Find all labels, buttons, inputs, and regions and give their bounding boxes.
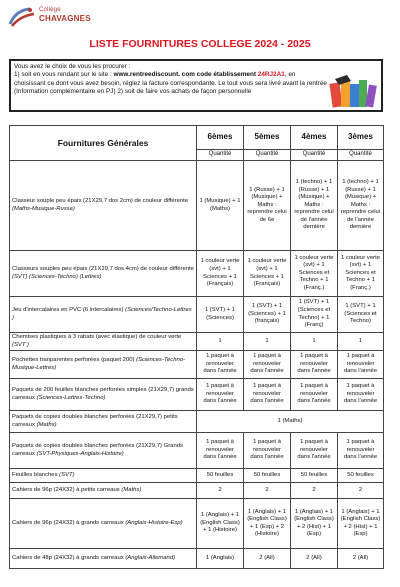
- quantity-cell: 2 (All): [338, 549, 384, 569]
- table-row: [10, 499, 384, 549]
- supply-item-subjects: (Sciences/Techno-Lettres ): [12, 306, 192, 321]
- quantity-cell: 1 paquet à renouveler dans l'année: [244, 379, 291, 411]
- quantity-cell: 1 paquet à renouveler dans l'année: [291, 433, 338, 469]
- table-row: [10, 351, 384, 379]
- column-header-5eme: 5èmes: [244, 126, 291, 150]
- quantity-label: Quantité: [291, 150, 338, 161]
- quantity-cell: 1: [197, 333, 244, 351]
- column-header-4eme: 4èmes: [291, 126, 338, 150]
- quantity-cell: 2: [338, 483, 384, 499]
- table-row: [10, 433, 384, 469]
- quantity-cell: 2 (All): [291, 549, 338, 569]
- supply-item-subjects: (SVT) (Sciences-Techno) (Lettres): [12, 273, 102, 280]
- quantity-cell-merged: 1 (Maths): [197, 411, 384, 433]
- quantity-cell: 1 (Anglais) + 1 (English Class) + 1 (Esp) + 2 (Histoire): [244, 499, 291, 549]
- intro-text-a: 1) soit en vous rendant sur le site :: [14, 71, 114, 79]
- quantity-cell: 1 paquet à renouveler dans l'année: [244, 433, 291, 469]
- quantity-cell: 1 (Musique) + 1 (Maths): [197, 161, 244, 251]
- supply-item: [10, 379, 197, 411]
- quantity-label: Quantité: [197, 150, 244, 161]
- quantity-cell: 2: [244, 483, 291, 499]
- quantity-cell: 1: [338, 333, 384, 351]
- table-header-row: [10, 126, 384, 150]
- table-row: [10, 483, 384, 499]
- quantity-cell: 1 (Anglais) + 1 (English Class) + 2 (Hist) + 1 (Esp): [291, 499, 338, 549]
- intro-text-b: , en choisissant ce dont vous avez besoin, réglez la facture correspondante. Le tout vous sera livré avant la rentrée (Information complémentaire en PJ) 2) soit de faire vos achats de façon personnelle: [14, 71, 327, 95]
- supply-item-subjects: (Maths): [36, 421, 57, 428]
- supply-item-label: Cahiers de 96p (24X32) à grands carreaux: [12, 519, 126, 526]
- quantity-cell: 1: [244, 333, 291, 351]
- table-row: [10, 251, 384, 297]
- supply-item-subjects: (Maths): [121, 486, 142, 493]
- supply-item-subjects: (Sciences-Lettres-Techno): [36, 394, 106, 401]
- quantity-cell: 1 (Anglais) + 1 (English Class) + 1 (Histoire): [197, 499, 244, 549]
- supply-item-subjects: (SVT ): [12, 341, 30, 348]
- quantity-cell: 1 couleur verte (svt) + 1 Sciences et Techno + 1 (Franç.): [291, 251, 338, 297]
- supply-item-label: Feuilles blanches: [12, 471, 60, 478]
- quantity-label: Quantité: [338, 150, 384, 161]
- intro-box: [9, 59, 383, 112]
- college-logo: [8, 4, 91, 32]
- quantity-cell: 1 paquet à renouveler dans l'année: [197, 433, 244, 469]
- quantity-cell: 1 (Anglais) + 1 (English Class) + 2 (Hist) + 1 (Esp): [338, 499, 384, 549]
- table-row: [10, 379, 384, 411]
- table-row: [10, 333, 384, 351]
- supply-item-subjects: (Maths-Musique-Russe): [12, 205, 75, 212]
- supply-item: [10, 483, 197, 499]
- supply-item-subjects: (Anglais-Histoire-Esp): [125, 519, 183, 526]
- supply-item: [10, 297, 197, 333]
- supply-item-label: Paquets de copies doubles blanches perforées (21X29,7) petits carreaux: [12, 414, 178, 428]
- intro-paragraph: [14, 71, 378, 96]
- quantity-cell: 1 couleur verte (svt) + 1 Sciences + 1 (Français): [244, 251, 291, 297]
- supply-item-subjects: (Sciences-Techno-Musique-Lettres): [12, 357, 186, 371]
- books-icon: [329, 75, 377, 109]
- quantity-cell: 1 paquet à renouveler dans l'année: [197, 379, 244, 411]
- table-row: [10, 411, 384, 433]
- supply-item: [10, 251, 197, 297]
- quantity-cell: 1 (SVT) + 1 (Sciences et Techno): [338, 297, 384, 333]
- table-row: [10, 549, 384, 569]
- quantity-cell: 1: [291, 333, 338, 351]
- supply-item: [10, 433, 197, 469]
- quantity-cell: 50 feuilles: [197, 469, 244, 483]
- logo-text-chavagnes: CHAVAGNES: [39, 14, 91, 23]
- intro-site-link[interactable]: www.rentreediscount. com code établissement: [113, 71, 258, 79]
- quantity-cell: 1 (SVT) + 1 (Sciences et Techno) + 1 (Franç): [291, 297, 338, 333]
- column-header-supplies: Fournitures Générales: [10, 126, 197, 161]
- quantity-cell: 1 couleur verte (svt) + 1 Sciences et Techno + 1 (Franç.): [338, 251, 384, 297]
- supply-item-label: Paquets de 200 feuilles blanches perforées simples (21X29,7) grands carreaux: [12, 387, 194, 401]
- quantity-cell: 1 (Russe) + 1 (Musique) + Maths : reprendre celui de 6e: [244, 161, 291, 251]
- column-header-6eme: 6èmes: [197, 126, 244, 150]
- intro-line-1: Vous avez le choix de vous les procurer :: [14, 63, 131, 70]
- quantity-cell: 1 paquet à renouveler dans l'année: [244, 351, 291, 379]
- supply-item-label: Paquets de copies doubles blanches perforées (21X29,7) Grands carreaux: [12, 443, 183, 457]
- supply-item-subjects: (Anglais-Allemand): [125, 554, 176, 561]
- quantity-cell: 50 feuilles: [338, 469, 384, 483]
- quantity-cell: 50 feuilles: [244, 469, 291, 483]
- supply-item: [10, 161, 197, 251]
- supply-item: [10, 333, 197, 351]
- supply-item: [10, 411, 197, 433]
- supply-item: [10, 499, 197, 549]
- supply-item: [10, 549, 197, 569]
- quantity-cell: 1 (Anglais): [197, 549, 244, 569]
- quantity-cell: 1 paquet à renouveler dans l'année: [338, 379, 384, 411]
- supply-item-subjects: (SVT): [59, 471, 75, 478]
- quantity-cell: 50 feuilles: [291, 469, 338, 483]
- quantity-cell: 1 (SVT) + 1 (Sciences): [197, 297, 244, 333]
- quantity-cell: 2: [291, 483, 338, 499]
- quantity-cell: 1 paquet à renouveler dans l'année: [291, 351, 338, 379]
- quantity-cell: 1 paquet à renouveler dans l'année: [338, 351, 384, 379]
- intro-code: 24RJ2A1: [257, 71, 285, 79]
- supply-item-label: Chemises plastiques à 3 rabats (avec élastique) de couleur verte: [12, 334, 182, 340]
- quantity-cell: 1 couleur verte (svt) + 1 Sciences + 1 (Français): [197, 251, 244, 297]
- quantity-cell: 1 paquet à renouveler dans l'année: [291, 379, 338, 411]
- supply-item: [10, 469, 197, 483]
- quantity-cell: 2 (All): [244, 549, 291, 569]
- table-row: [10, 469, 384, 483]
- table-row: [10, 161, 384, 251]
- table-row: [10, 297, 384, 333]
- logo-swoosh-icon: [8, 6, 36, 28]
- quantity-cell: 1 (techno) + 1 (Russe) + 1 (Musique) + Maths : reprendre celui de l'année dernière: [338, 161, 384, 251]
- page-title: LISTE FOURNITURES COLLEGE 2024 - 2025: [89, 38, 311, 50]
- supply-item-subjects: (SVT-Physiques-Anglais-Histoire): [36, 450, 124, 457]
- quantity-cell: 1 (techno) + 1 (Russe) + 1 (Musique) + Maths : reprendre celui de l'année dernière: [291, 161, 338, 251]
- logo-text-college: Collège: [39, 7, 61, 13]
- quantity-label: Quantité: [244, 150, 291, 161]
- supply-item-label: Pochettes tranparentes perforées (paquet 200): [12, 357, 137, 364]
- quantity-cell: 1 paquet à renouveler dans l'année: [338, 433, 384, 469]
- column-header-3eme: 3èmes: [338, 126, 384, 150]
- supply-item: [10, 351, 197, 379]
- quantity-cell: 1 (SVT) + 1 (Sciences) + 1 (français): [244, 297, 291, 333]
- supply-item-label: Classeur souple peu épais (21X29,7 dos 2cm) de couleur différente: [12, 197, 189, 204]
- supply-item-label: Jeu d'intercalaires en PVC (6 intercalaires): [12, 306, 126, 313]
- supplies-table: [9, 125, 384, 569]
- supply-item-label: Cahiers de 48p (24X32) à grands carreaux: [12, 554, 126, 561]
- quantity-cell: 1 paquet à renouveler dans l'année: [197, 351, 244, 379]
- quantity-cell: 2: [197, 483, 244, 499]
- supply-item-label: Classeurs souples peu épais (21X29,7 dos 4cm) de couleur différente: [12, 265, 194, 272]
- supply-item-label: Cahiers de 96p (24X32) à petits carreaux: [12, 486, 122, 493]
